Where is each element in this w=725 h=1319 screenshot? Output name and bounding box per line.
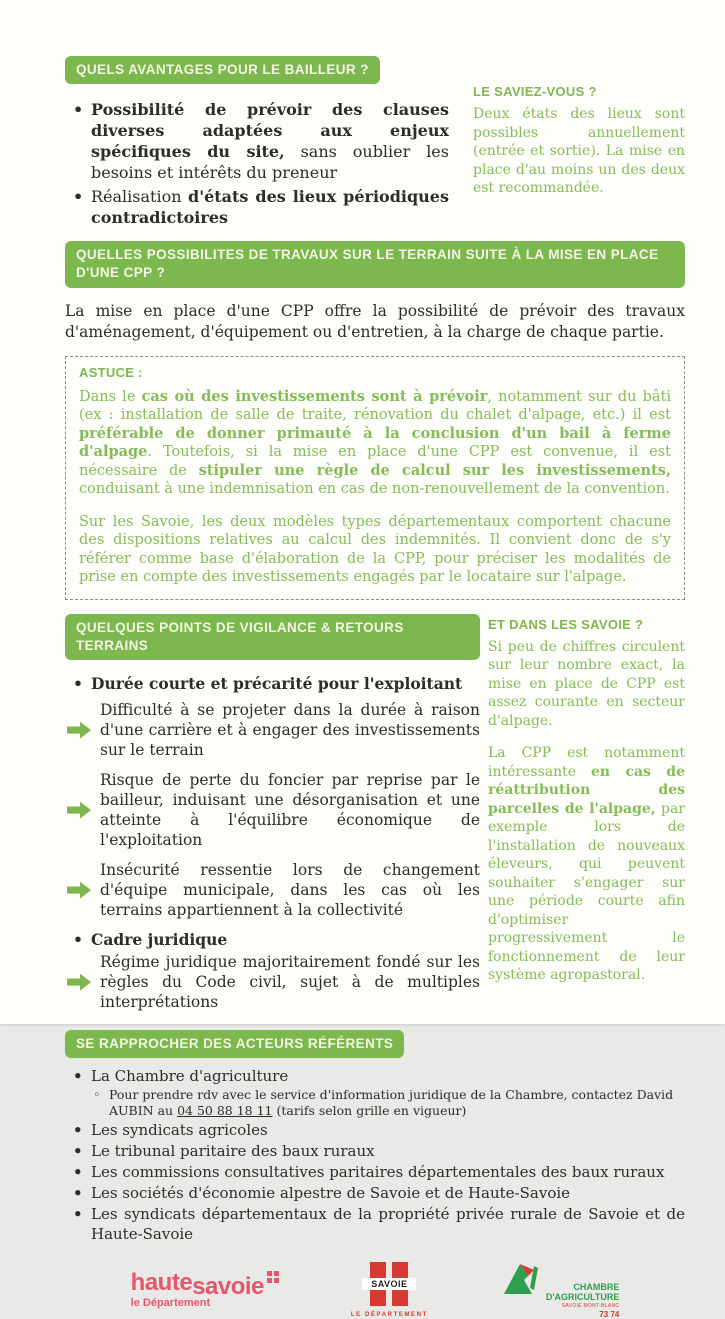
section-header-acteurs: SE RAPPROCHER DES ACTEURS RÉFÉRENTS: [65, 1030, 404, 1058]
section-header-avantages: QUELS AVANTAGES POUR LE BAILLEUR ?: [65, 56, 380, 84]
list-item-text: La Chambre d'agriculture: [91, 1067, 289, 1086]
astuce-text: Dans le: [79, 388, 142, 405]
savoie-box-title: ET DANS LES SAVOIE ?: [488, 616, 644, 632]
astuce-text-bold: préférable de donner primauté à la conclusion d'un bail à ferme d'alpage: [79, 424, 671, 461]
vigilance-bullet-2: • Cadre juridique: [65, 930, 480, 950]
section-vigilance: [65, 614, 685, 1059]
logo-caption: le Département: [130, 1296, 211, 1309]
logo-text: CHAMBRE: [573, 1282, 620, 1293]
arrow-right-icon: [67, 974, 91, 991]
savoie-box-text: La CPP est notamment intéressante: [488, 745, 685, 780]
logo-caption: LE DÉPARTEMENT: [350, 1311, 428, 1318]
savoie-box-text-bold: en cas de réattribution des parcelles de l'alpage,: [488, 763, 685, 817]
avantages-list: [65, 99, 449, 228]
astuce-text: , notamment sur du bâti (ex : installation de salle de traite, rénovation du chalet d'alpage, etc.) il est: [79, 388, 671, 424]
arrow-item-text: Difficulté à se projeter dans la durée à raison d'une carrière et à engager des investissements sur le terrain: [100, 701, 480, 760]
phone-number: 04 50 88 18 11: [177, 1103, 273, 1119]
four-dots-icon: [267, 1271, 279, 1283]
savoie-logo: [351, 1262, 428, 1318]
logo-text: SAVOIE: [362, 1278, 416, 1290]
savoie-box-text: par exemple lors de l'installation de nouveaux éleveurs, qui peuvent souhaiter s'engager sur une période courte afin d'optimiser progressivement le fonctionnement de leur système agropastoral.: [488, 800, 685, 984]
list-item: • Les syndicats agricoles: [65, 1120, 685, 1140]
list-item: • Le tribunal paritaire des baux ruraux: [65, 1141, 685, 1161]
chambre-agriculture-logo: [500, 1260, 619, 1319]
arrow-item-text: Risque de perte du foncier par reprise par le bailleur, induisant une désorganisation et une atteinte à l'équilibre économique de l'exploitation: [100, 771, 480, 850]
arrow-right-icon: [67, 802, 91, 819]
sub-item-text: (tarifs selon grille en vigueur): [272, 1103, 467, 1119]
saviez-vous-title: LE SAVIEZ-VOUS ?: [473, 84, 597, 99]
logo-caption: SAVOIE MONT-BLANC: [561, 1303, 620, 1310]
bullet-text: sans oublier les besoins et intérêts du preneur: [91, 142, 449, 183]
mountain-icon: [500, 1260, 542, 1300]
vigilance-arrow-item: [65, 860, 480, 920]
acteurs-list: [65, 1066, 685, 1244]
avantages-left-column: [65, 56, 449, 231]
arrow-item-text: Régime juridique majoritairement fondé sur les règles du Code civil, sujet à de multiples interprétations: [100, 953, 480, 1012]
astuce-text-bold: cas où des investissements sont à prévoir: [141, 387, 488, 405]
list-item: [65, 186, 449, 228]
arrow-right-icon: [67, 722, 91, 739]
vigilance-bullet-1: • Durée courte et précarité pour l'exploitant: [65, 674, 480, 694]
arrow-right-icon: [67, 882, 91, 899]
vigilance-arrow-item: [65, 952, 480, 1012]
chambre-logo-text: [546, 1282, 619, 1319]
travaux-intro: La mise en place d'une CPP offre la possibilité de prévoir des travaux d'aménagement, d'équipement ou d'entretien, à la charge de chaque partie.: [65, 301, 685, 341]
sub-item-text: Pour prendre rdv avec le service d'information juridique de la Chambre, contactez David AUBIN au: [109, 1087, 674, 1119]
bullet-text: Réalisation: [91, 187, 188, 207]
astuce-text-bold: stipuler une règle de calcul sur les investissements,: [198, 461, 671, 479]
section-header-travaux: QUELLES POSSIBILITES DE TRAVAUX SUR LE TERRAIN SUITE À LA MISE EN PLACE D'UNE CPP ?: [65, 241, 685, 287]
et-dans-les-savoie-box: [488, 614, 685, 1059]
list-item: [65, 99, 449, 183]
bullet-text-bold: Possibilité de prévoir des clauses diverses adaptées aux enjeux spécifiques du site,: [91, 100, 449, 162]
savoie-box-paragraph-2: [488, 744, 685, 985]
arrow-item-text: Insécurité ressentie lors de changement d'équipe municipale, dans les cas où les terrains appartiennent à la collectivité: [100, 861, 480, 920]
astuce-paragraph-1: [79, 388, 671, 499]
astuce-box: [65, 356, 685, 600]
bullet-text-bold: d'états des lieux périodiques contradictoires: [91, 187, 449, 228]
vigilance-left-column: [65, 614, 480, 1059]
vigilance-arrow-item: [65, 700, 480, 760]
logo-departments: 73 74: [599, 1310, 620, 1319]
astuce-label: ASTUCE :: [79, 364, 143, 380]
footer-logos: [65, 1260, 685, 1319]
list-item: • Les syndicats départementaux de la propriété privée rurale de Savoie et de Haute-Savoie: [65, 1204, 685, 1244]
astuce-text: conduisant à une indemnisation en cas de non-renouvellement de la convention.: [79, 481, 670, 498]
savoie-box-paragraph-1: Si peu de chiffres circulent sur leur nombre exact, la mise en place de CPP est assez courante en secteur d'alpage.: [488, 638, 685, 729]
haute-savoie-wordmark: [130, 1268, 279, 1300]
section-header-vigilance: QUELQUES POINTS DE VIGILANCE & RETOURS TERRAINS: [65, 614, 480, 660]
list-item: [65, 1066, 685, 1119]
astuce-text: . Toutefois, si la mise en place d'une CPP est convenue, il est nécessaire de: [79, 444, 671, 479]
page-content: [65, 56, 685, 1319]
list-item: • Les sociétés d'économie alpestre de Savoie et de Haute-Savoie: [65, 1183, 685, 1203]
haute-savoie-logo: [130, 1268, 279, 1309]
sub-list-item: [91, 1087, 685, 1119]
section-avantages-bailleur: [65, 56, 685, 231]
vigilance-arrow-item: [65, 770, 480, 850]
astuce-paragraph-2: Sur les Savoie, les deux modèles types départementaux comportent chacune des dispositions relatives au calcul des indemnités. Il convient donc de s'y référer comme base d'élaboration de la CPP, pour préciser les modalités de prise en compte des investissements engagés par le locataire sur l'alpage.: [79, 513, 671, 586]
saviez-vous-box: [473, 84, 685, 231]
logo-text: haute: [130, 1268, 193, 1296]
list-item: • Les commissions consultatives paritaires départementales des baux ruraux: [65, 1162, 685, 1182]
savoie-squares-icon: [362, 1262, 416, 1306]
logo-text: D'AGRICULTURE: [545, 1292, 620, 1303]
logo-text: savoie: [192, 1272, 264, 1300]
saviez-vous-body: Deux états des lieux sont possibles annuellement (entrée et sortie). La mise en place d'au moins un des deux est recommandée.: [473, 106, 685, 196]
